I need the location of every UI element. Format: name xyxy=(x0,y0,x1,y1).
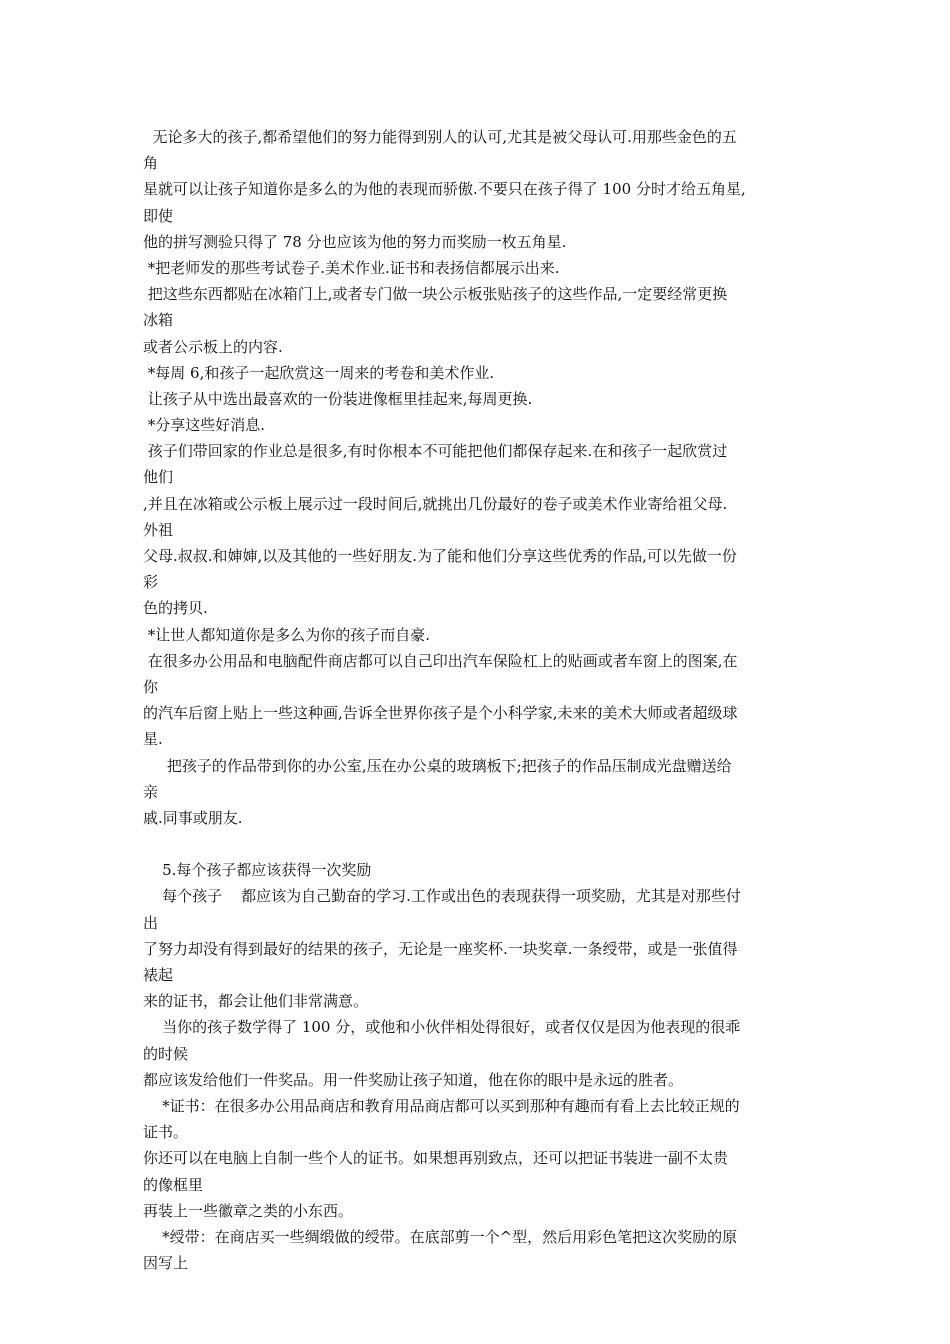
text-line: *把老师发的那些考试卷子.美术作业.证书和表扬信都展示出来. xyxy=(143,258,560,277)
text-line: 亲 xyxy=(143,782,159,801)
text-line: 来的证书，都会让他们非常满意。 xyxy=(143,992,369,1011)
text-line: 了努力却没有得到最好的结果的孩子，无论是一座奖杯.一块奖章.一条绶带，或是一张值得 xyxy=(143,939,738,958)
text-line: 他的拼写测验只得了 78 分也应该为他的努力而奖励一枚五角星. xyxy=(143,232,567,251)
text-line: 外祖 xyxy=(143,520,174,539)
text-line: 彩 xyxy=(143,573,159,592)
text-line: 你还可以在电脑上自制一些个人的证书。如果想再别致点，还可以把证书装进一副不太贵 xyxy=(143,1149,729,1168)
document-body xyxy=(143,124,823,1276)
text-line: 当你的孩子数学得了 100 分，或他和小伙伴相处得很好，或者仅仅是因为他表现的很乖 xyxy=(143,1018,741,1037)
text-line: 的时候 xyxy=(143,1044,189,1063)
text-line: *绶带：在商店买一些绸缎做的绶带。在底部剪一个^型，然后用彩色笔把这次奖励的原 xyxy=(143,1227,738,1246)
text-line: 孩子们带回家的作业总是很多,有时你根本不可能把他们都保存起来.在和孩子一起欣赏过 xyxy=(143,442,728,461)
text-line: ,并且在冰箱或公示板上展示过一段时间后,就挑出几份最好的卷子或美术作业寄给祖父母. xyxy=(143,494,728,513)
text-line: 父母.叔叔.和婶婶,以及其他的一些好朋友.为了能和他们分享这些优秀的作品,可以先做一份 xyxy=(143,547,737,565)
text-line: 冰箱 xyxy=(143,311,174,330)
text-line: 色的拷贝. xyxy=(143,599,208,618)
text-line: 让孩子从中选出最喜欢的一份装进像框里挂起来,每周更换. xyxy=(143,389,533,408)
text-line: 他们 xyxy=(143,468,174,487)
text-line: 在很多办公用品和电脑配件商店都可以自己印出汽车保险杠上的贴画或者车窗上的图案,在 xyxy=(143,651,738,670)
text-line: 都应该发给他们一件奖品。用一件奖励让孩子知道，他在你的眼中是永远的胜者。 xyxy=(143,1070,684,1089)
text-line: 戚.同事或朋友. xyxy=(143,808,243,827)
text-line: 星. xyxy=(143,730,163,749)
article-section-praise xyxy=(143,124,823,831)
text-line: 角 xyxy=(143,154,159,173)
text-line: *每周 6,和孩子一起欣赏这一周来的考卷和美术作业. xyxy=(143,363,495,382)
article-section-rewards xyxy=(143,857,823,1276)
text-line: 即使 xyxy=(143,206,174,225)
text-line: 无论多大的孩子,都希望他们的努力能得到别人的认可,尤其是被父母认可.用那些金色的五 xyxy=(143,128,737,146)
text-line: *分享这些好消息. xyxy=(143,416,266,435)
text-line: 证书。 xyxy=(143,1123,189,1142)
text-line: 因写上 xyxy=(143,1254,189,1273)
text-line: 把孩子的作品带到你的办公室,压在办公桌的玻璃板下;把孩子的作品压制成光盘赠送给 xyxy=(143,756,732,775)
text-line: 星就可以让孩子知道你是多么的为他的表现而骄傲.不要只在孩子得了 100 分时才给五角星, xyxy=(143,180,746,199)
paragraph-gap xyxy=(143,831,823,857)
text-line: 的像框里 xyxy=(143,1175,204,1194)
text-line: *让世人都知道你是多么为你的孩子而自豪. xyxy=(143,625,431,644)
text-line: 把这些东西都贴在冰箱门上,或者专门做一块公示板张贴孩子的这些作品,一定要经常更换 xyxy=(143,285,728,304)
text-line: 裱起 xyxy=(143,966,174,984)
text-line: 你 xyxy=(143,677,159,696)
text-line: 5.每个孩子都应该获得一次奖励 xyxy=(143,861,372,880)
text-line: 每个孩子 都应该为自己勤奋的学习.工作或出色的表现获得一项奖励，尤其是对那些付 xyxy=(143,887,741,906)
text-line: 或者公示板上的内容. xyxy=(143,337,283,356)
text-line: 出 xyxy=(143,913,159,932)
text-line: 的汽车后窗上贴上一些这种画,告诉全世界你孩子是个小科学家,未来的美术大师或者超级球 xyxy=(143,704,738,723)
text-line: 再装上一些徽章之类的小东西。 xyxy=(143,1201,354,1220)
text-line: *证书：在很多办公用品商店和教育用品商店都可以买到那种有趣而有看上去比较正规的 xyxy=(143,1096,740,1115)
